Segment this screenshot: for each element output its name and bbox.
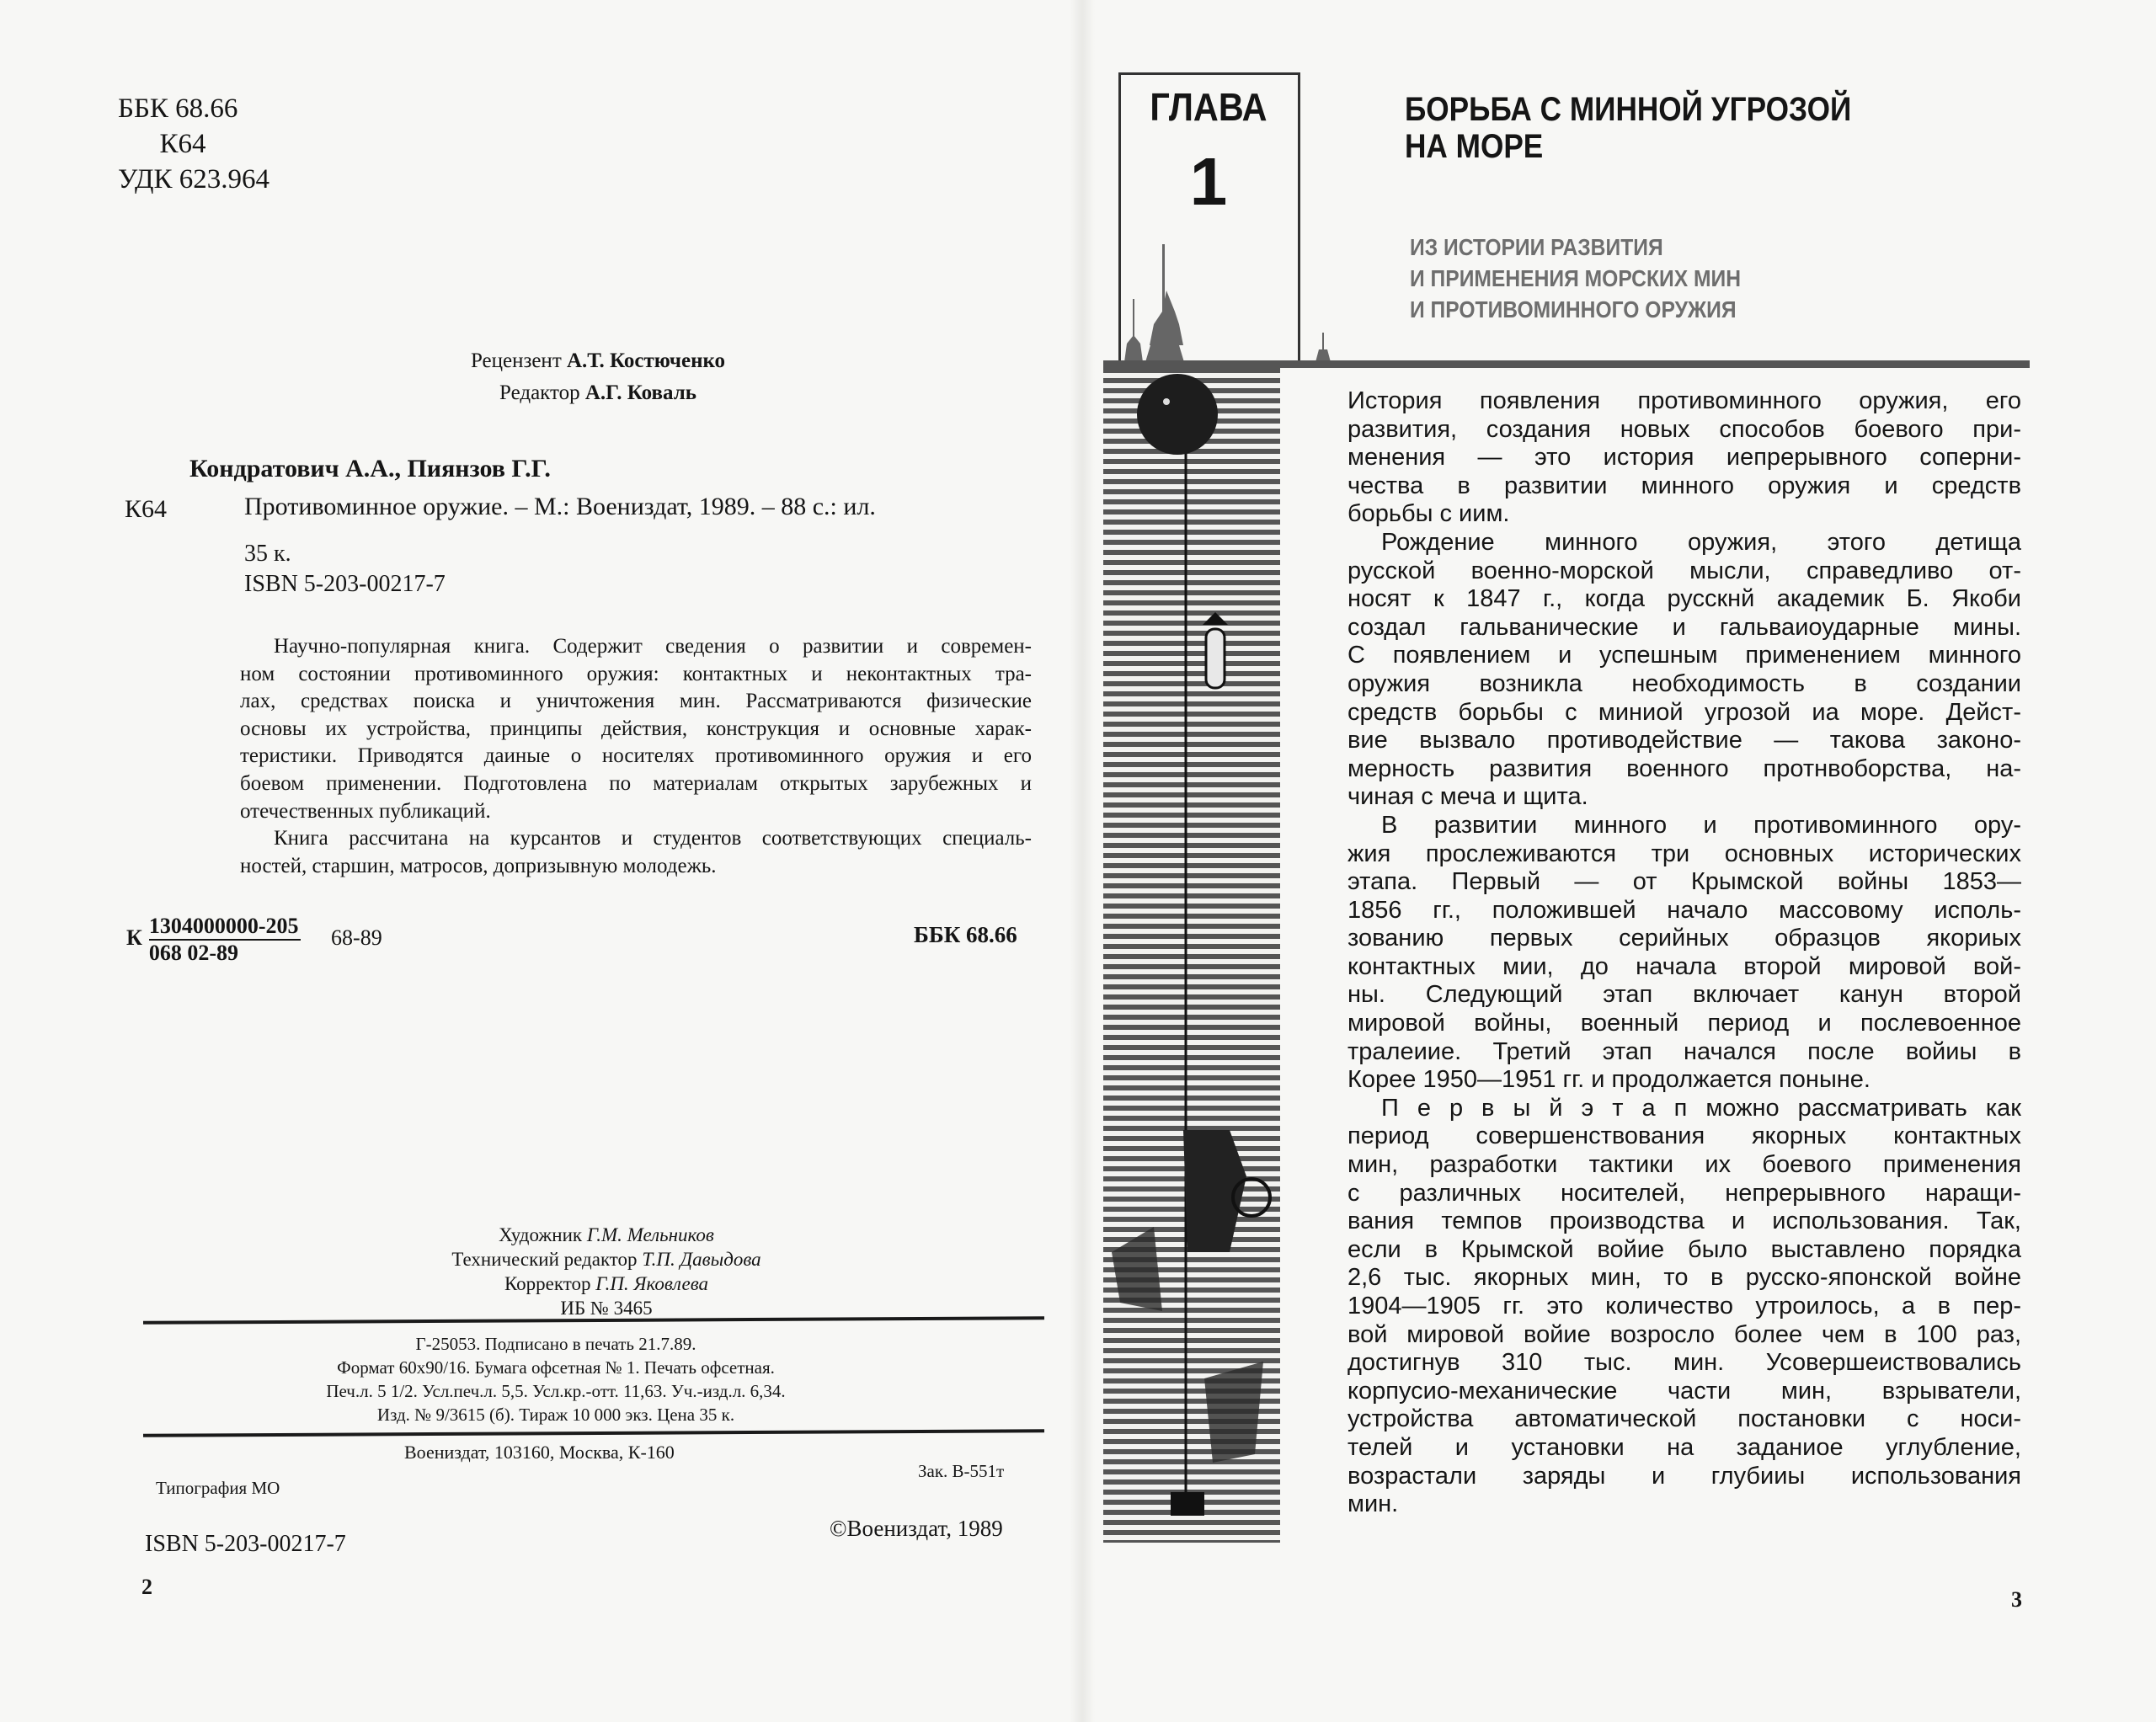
text-line: ном состоянии противоминного оружия: контактных и неконтактных тра- [240,662,1032,685]
imprint [211,1332,901,1426]
text-line: контактных мии, до начала второй мировой вой- [1348,952,2021,980]
chapter-title-line: НА МОРЕ [1405,128,1544,165]
page-number-right: 3 [2011,1587,2022,1612]
formula-suffix: 68-89 [331,925,382,950]
page-number-left: 2 [141,1575,152,1599]
artist-name: Г.М. Мельников [586,1224,714,1245]
text-line: Книга рассчитана на курсантов и студентов соответствующих специаль- [274,827,1032,850]
divider [143,1429,1044,1437]
copyright: ©Воениздат, 1989 [830,1516,1003,1541]
isbn-bottom: ISBN 5-203-00217-7 [145,1531,346,1557]
text-line: лах, средствах поиска и уничтожения мин. Рассматриваются физические [240,690,1032,713]
text-line: создал гальванические и гальваиоударные мины. [1348,613,2021,641]
text-line: корпусио-механические части мин, взрыватели, [1348,1377,2021,1405]
publisher-address: Воениздат, 103160, Москва, К-160 [404,1442,675,1463]
text-line: мерность развития военного протнвоборства, на- [1348,754,2021,782]
text-line: менения — это история иепрерывного соперни- [1348,444,2021,472]
author-mark: К64 [118,129,206,159]
catalog-code: К64 [125,495,168,523]
text-line: теристики. Приводятся даиные о носителях противоминного оружия и его [240,744,1032,768]
chapter-title-line: БОРЬБА С МИННОЙ УГРОЗОЙ [1405,91,1852,128]
chapter-title [1405,91,1851,165]
printer: Типография МО [156,1478,280,1498]
text-line: период совершенствования якорных контактных [1348,1122,2021,1150]
imprint-line: Г-25053. Подписано в печать 21.7.89. [415,1334,696,1354]
text-line: чества в развитии минного оружия и средств [1348,472,2021,499]
subtitle-line: ИЗ ИСТОРИИ РАЗВИТИЯ [1410,234,1663,260]
formula-k: К [126,925,142,950]
text-line: История появления противоминного оружия, его [1348,387,2021,414]
text-line: мировой войны, военный период и послевоенное [1348,1010,2021,1037]
text-line: борьбы с иим. [1348,500,1510,528]
text-line: В развитии минного и противоминного ору- [1381,811,2021,839]
text-line: этапа. Первый — от Крымской войны 1853— [1348,868,2021,896]
annotation [240,633,1032,880]
text-line: развития, создания новых способов боевого при- [1348,415,2021,443]
imprint-line: Изд. № 9/3615 (б). Тираж 10 000 экз. Цена 35 к. [376,1405,735,1425]
tech-editor-name: Т.П. Давыдова [642,1249,761,1270]
subtitle-line: И ПРИМЕНЕНИЯ МОРСКИХ МИН [1410,265,1742,291]
ships-silhouette-icon [1095,244,1364,366]
price: 35 к. [244,541,291,567]
text-line: С появлением и успешным применением минного [1348,642,2021,669]
text-line: телей и установки на заданиое углубление, [1348,1433,2021,1461]
reviewer-editor [404,345,792,409]
text-line: вие вызвало противодействие — такова законо- [1348,727,2021,754]
text-line: ны. Следующий этап включает канун второй [1348,981,2021,1009]
text-line: отечественных публикаций. [240,799,491,823]
text-line: тралеиие. Третий этап начался после войиы в [1348,1037,2021,1065]
text-line: боевом применении. Подготовлена по материалам открытых зарубежных и [240,771,1032,795]
text-line: устройства автоматической постановки с носи- [1348,1405,2021,1433]
text-line: Научно-популярная книга. Содержит сведения о развитии и современ- [274,635,1032,658]
text-line: 2,6 тыс. якорных мин, то в русско-японской войне [1348,1264,2021,1292]
bbk-code-right: ББК 68.66 [914,922,1017,947]
text-line: П е р в ы й э т а п можно рассматривать как [1381,1094,2021,1122]
udk-code: УДК 623.964 [118,164,270,195]
imprint-line: Формат 60х90/16. Бумага офсетная № 1. Печать офсетная. [337,1357,775,1378]
text-line: 1856 гг., положившей начало массовому исполь- [1348,896,2021,924]
price-isbn [244,539,446,600]
formula-denominator: 068 02-89 [148,941,239,965]
order-number: Зак. В-551т [918,1461,1005,1481]
mine-illustration-icon [1103,368,1280,1543]
text-line: Рождение минного оружия, этого детища [1381,528,2021,556]
tech-editor-label: Технический редактор [451,1249,638,1270]
chapter-number: 1 [1189,144,1228,219]
text-line: оружия возникла необходимость в создании [1348,669,2021,697]
text-line: с различных носителей, непрерывного наращи- [1348,1179,2021,1207]
text-line: достигнув 310 тыс. мин. Усовершеиствовались [1348,1349,2021,1377]
editor-label: Редактор [499,381,580,404]
text-line: ностей, старшин, матросов, допризывную молодежь. [240,854,717,877]
section-subtitle [1410,232,1741,325]
book-gutter [1070,0,1095,1722]
proofreader-name: Г.П. Яковлева [595,1273,709,1294]
text-line: если в Крымской войие было выставлено порядка [1348,1235,2021,1263]
body-text [1348,387,2021,1519]
text-line: мин, разработки тактики их боевого применения [1348,1151,2021,1179]
text-line: вания темпов производства и использования. Так, [1348,1208,2021,1235]
authors: Кондратович А.А., Пиянзов Г.Г. [189,455,551,482]
text-line: зованию первых серийных образцов якориых [1348,925,2021,952]
proofreader-label: Корректор [504,1273,591,1294]
text-line: 1904—1905 гг. это количество утроилось, а в пер- [1348,1293,2021,1319]
text-line: Корее 1950—1951 гг. и продолжается поныне. [1348,1066,1870,1094]
text-line: вой мировой войие возросло более чем в 100 раз, [1348,1320,2021,1348]
text-line: возрастали заряды и глубииы использования [1348,1462,2021,1490]
bibliographic-entry: Противоминное оружие. – М.: Воениздат, 1989. – 88 с.: ил. [244,493,876,520]
reviewer-label: Рецензент [470,349,562,372]
artist-label: Художник [499,1224,583,1245]
chapter-label: ГЛАВА [1150,85,1267,129]
sea-surface-bar [1103,360,2030,368]
text-line: русской военно-морской мысли, справедливо от- [1348,557,2021,584]
text-line: носят к 1847 г., когда русскнй академик Б. Якоби [1348,585,2021,613]
imprint-line: Печ.л. 5 1/2. Усл.печ.л. 5,5. Усл.кр.-отт. 11,63. Уч.-изд.л. 6,34. [326,1381,786,1401]
bbk-code: ББК 68.66 [118,93,238,124]
text-line: средств борьбы с миниой угрозой иа море. Дейст- [1348,698,2021,726]
text-line: жия прослеживаются три основных исторических [1348,840,2021,867]
subtitle-line: И ПРОТИВОМИННОГО ОРУЖИЯ [1410,296,1737,323]
text-line: мин. [1348,1490,1399,1518]
isbn: ISBN 5-203-00217-7 [244,571,446,597]
classification-formula [126,914,382,966]
classification-codes [118,91,270,197]
text-line: чиная с меча и щита. [1348,783,1588,811]
production-staff [354,1223,859,1320]
reviewer-name: А.Т. Костюченко [567,349,726,372]
ib-number: ИБ № 3465 [560,1298,653,1319]
text-line: основы их устройства, принципы действия, конструкция и основные харак- [240,717,1032,740]
editor-name: А.Г. Коваль [584,381,696,404]
formula-numerator: 1304000000-205 [149,914,301,941]
